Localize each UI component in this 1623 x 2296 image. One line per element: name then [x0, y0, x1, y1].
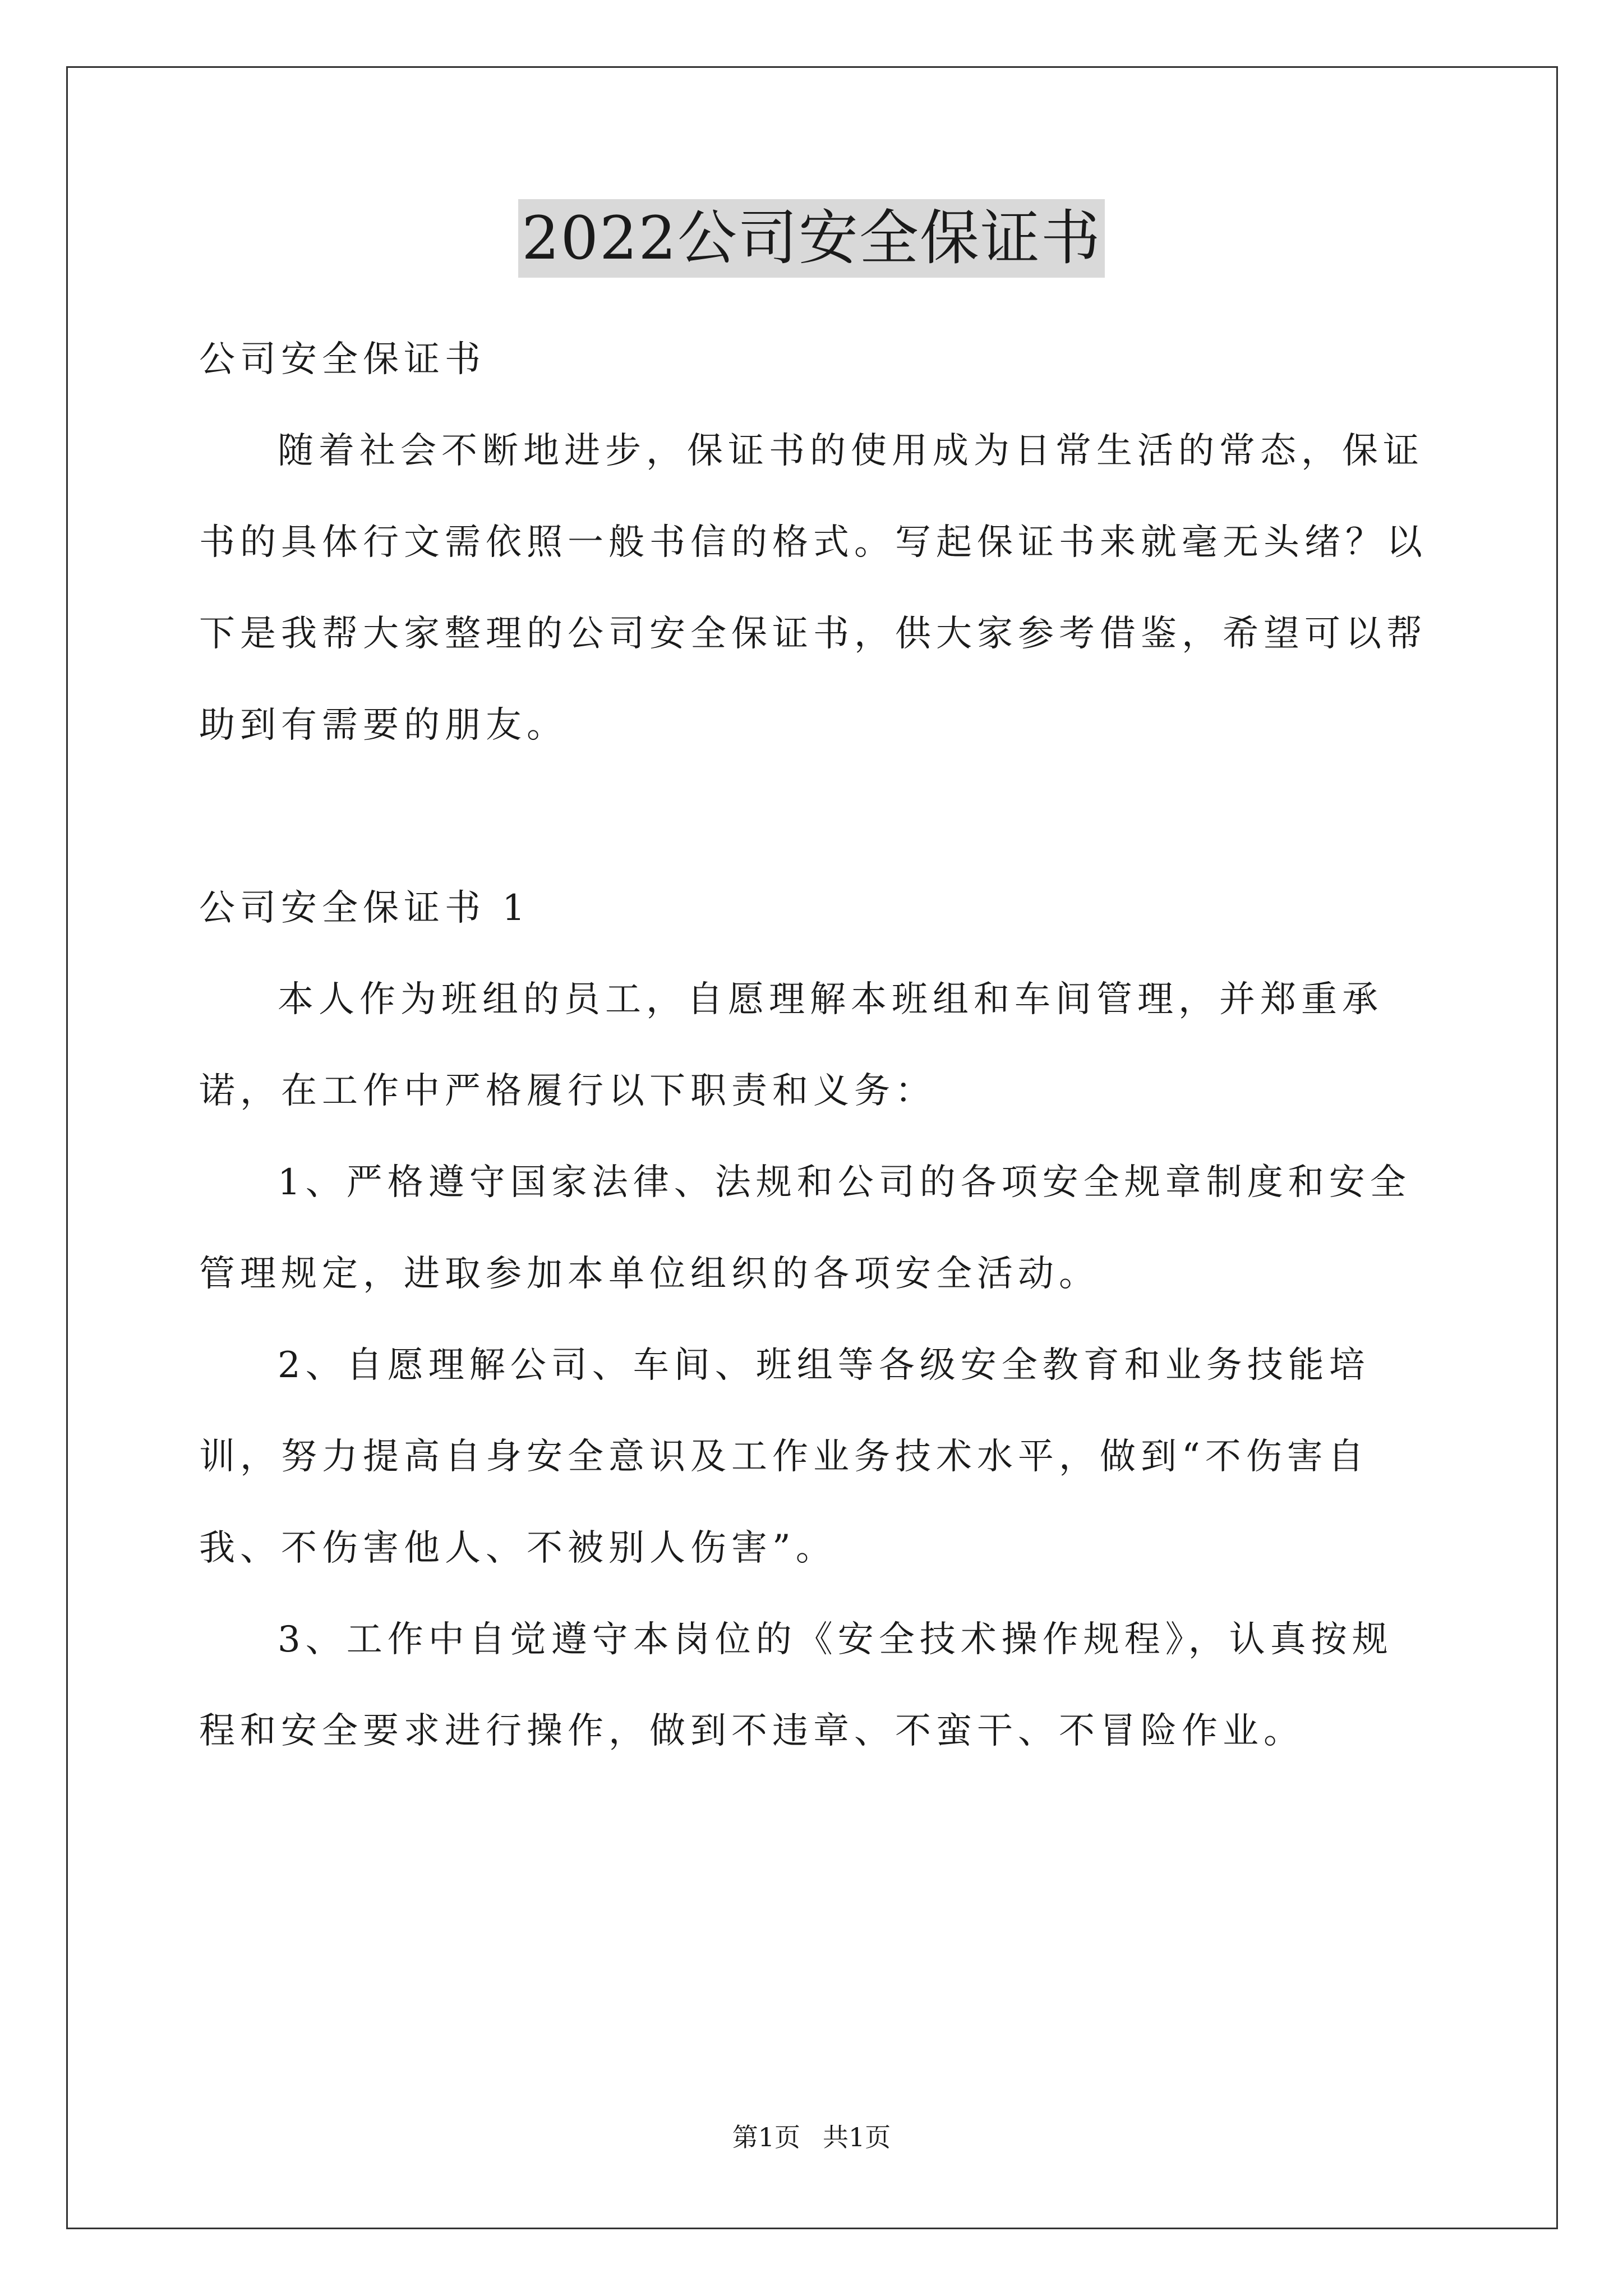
pledge-paragraph: 本人作为班组的员工，自愿理解本班组和车间管理，并郑重承诺，在工作中严格履行以下职责和义务：	[199, 979, 1383, 1112]
title-wrap	[0, 199, 1623, 278]
document-subtitle: 公司安全保证书	[199, 339, 486, 380]
list-item-2: 2、自愿理解公司、车间、班组等各级安全教育和业务技能培训，努力提高自身安全意识及工作业务技术水平，做到“不伤害自我、不伤害他人、不被别人伤害”。	[199, 1345, 1370, 1569]
list-item-3: 3、工作中自觉遵守本岗位的《安全技术操作规程》，认真按规程和安全要求进行操作，做到不违章、不蛮干、不冒险作业。	[199, 1619, 1393, 1752]
paragraph-gap	[199, 771, 1433, 863]
list-item-1: 1、严格遵守国家法律、法规和公司的各项安全规章制度和安全管理规定，进取参加本单位组织的各项安全活动。	[199, 1162, 1411, 1295]
section-heading: 公司安全保证书 1	[199, 887, 531, 929]
document-body	[199, 314, 1433, 1777]
page-number: 第1页	[732, 2122, 800, 2152]
document-title: 2022公司安全保证书	[518, 199, 1105, 278]
page-footer	[0, 2120, 1623, 2154]
intro-paragraph: 随着社会不断地进步，保证书的使用成为日常生活的常态，保证书的具体行文需依照一般书信的格式。写起保证书来就毫无头绪？以下是我帮大家整理的公司安全保证书，供大家参考借鉴，希望可以帮助到有需要的朋友。	[199, 430, 1427, 746]
page-total: 共1页	[823, 2122, 891, 2152]
